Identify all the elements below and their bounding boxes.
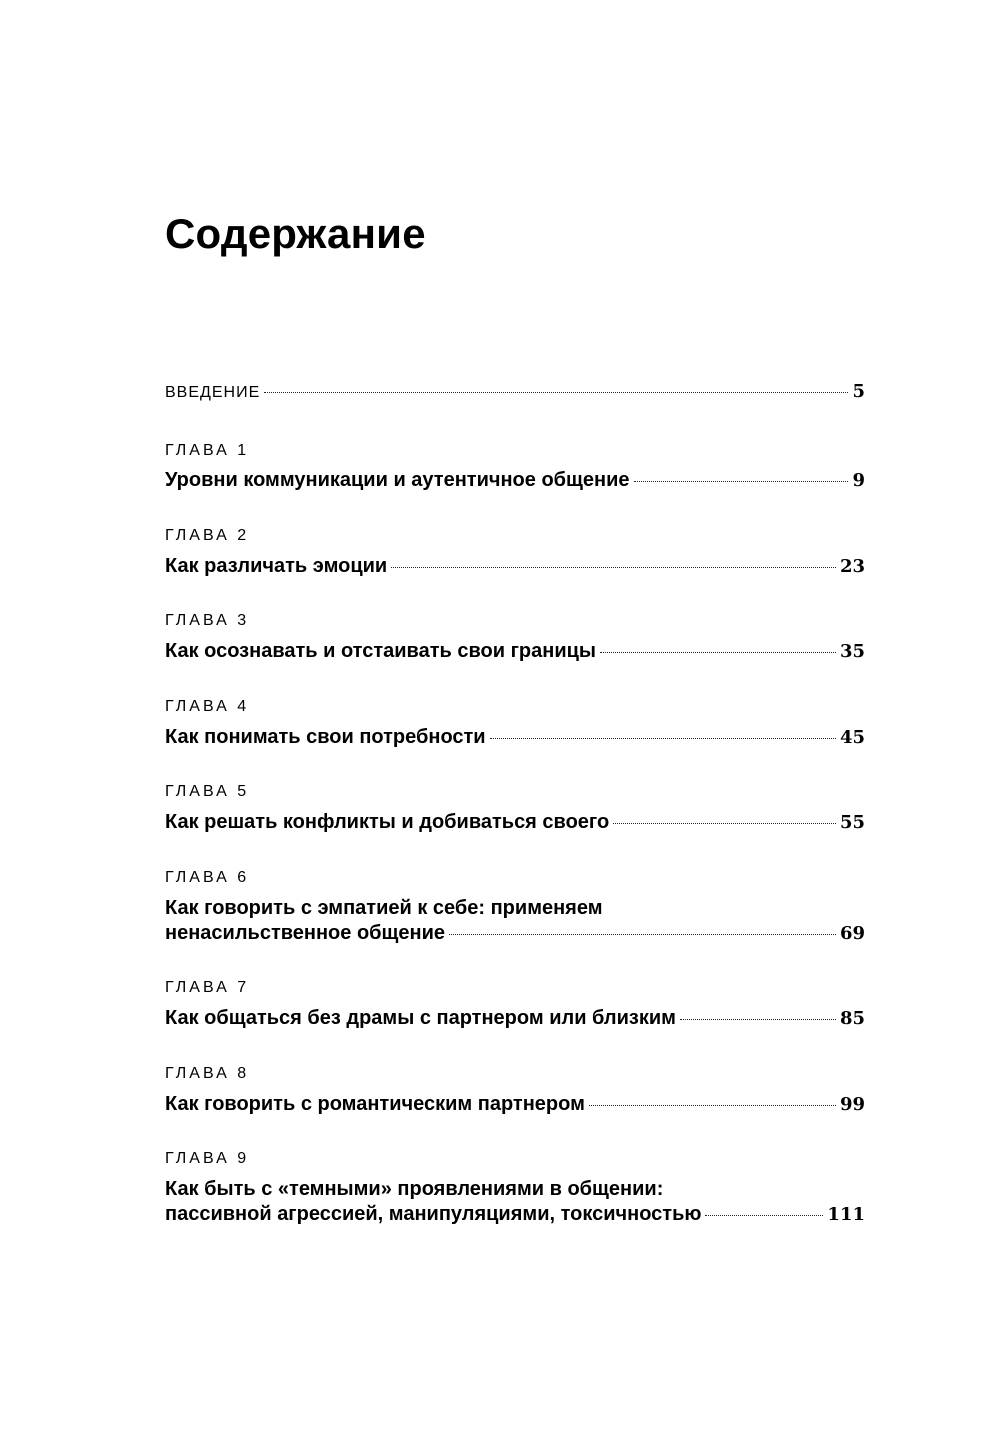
chapter-label: ГЛАВА 1 [165, 442, 250, 459]
intro-label: ВВЕДЕНИЕ [165, 384, 261, 401]
page-number: 69 [839, 923, 865, 944]
chapter-label: ГЛАВА 5 [165, 783, 250, 800]
toc-entry-chapter-4 [165, 723, 865, 751]
chapter-label: ГЛАВА 6 [165, 869, 250, 886]
chapter-label: ГЛАВА 4 [165, 698, 250, 715]
dot-leader [264, 392, 848, 393]
chapter-title: Как решать конфликты и добиваться своего [165, 811, 610, 833]
page-title: Содержание [165, 210, 426, 257]
page-number: 111 [827, 1204, 865, 1225]
dot-leader [600, 652, 836, 653]
dot-leader [705, 1215, 823, 1216]
toc-entry-chapter-6 [165, 919, 865, 947]
toc-entry-chapter-5 [165, 808, 865, 836]
toc-entry-chapter-8 [165, 1090, 865, 1118]
chapter-title: Как различать эмоции [165, 555, 388, 577]
page-number: 99 [839, 1094, 865, 1115]
dot-leader [634, 481, 849, 482]
dot-leader [680, 1019, 836, 1020]
chapter-label: ГЛАВА 8 [165, 1065, 250, 1082]
dot-leader [449, 934, 836, 935]
toc-entry-chapter-2 [165, 552, 865, 580]
chapter-title-continued: ненасильственное общение [165, 922, 446, 944]
toc-entry-chapter-1 [165, 466, 865, 494]
chapter-title: Как общаться без драмы с партнером или близким [165, 1007, 676, 1029]
chapter-title: Как быть с «темными» проявлениями в общении: [165, 1178, 664, 1200]
dot-leader [490, 738, 836, 739]
toc-entry-chapter-9 [165, 1200, 865, 1228]
chapter-title: Уровни коммуникации и аутентичное общение [165, 469, 630, 491]
dot-leader [391, 567, 836, 568]
page-number: 45 [839, 727, 865, 748]
chapter-title: Как говорить с романтическим партнером [165, 1093, 585, 1115]
toc-entry-chapter-7 [165, 1004, 865, 1032]
chapter-title-continued: пассивной агрессией, манипуляциями, токсичностью [165, 1203, 702, 1225]
chapter-title: Как говорить с эмпатией к себе: применяем [165, 897, 603, 919]
page-number: 55 [839, 812, 865, 833]
dot-leader [589, 1105, 836, 1106]
page-number: 9 [852, 470, 865, 491]
toc-entry-intro [165, 378, 865, 406]
chapter-title: Как понимать свои потребности [165, 726, 486, 748]
dot-leader [613, 823, 836, 824]
chapter-label: ГЛАВА 9 [165, 1150, 250, 1167]
page-number: 23 [839, 556, 865, 577]
chapter-title: Как осознавать и отстаивать свои границы [165, 640, 596, 662]
chapter-label: ГЛАВА 3 [165, 612, 250, 629]
page-number: 35 [839, 641, 865, 662]
chapter-label: ГЛАВА 2 [165, 527, 250, 544]
toc-entry-chapter-3 [165, 637, 865, 665]
page-number: 5 [852, 381, 865, 402]
page-number: 85 [839, 1008, 865, 1029]
chapter-label: ГЛАВА 7 [165, 979, 250, 996]
